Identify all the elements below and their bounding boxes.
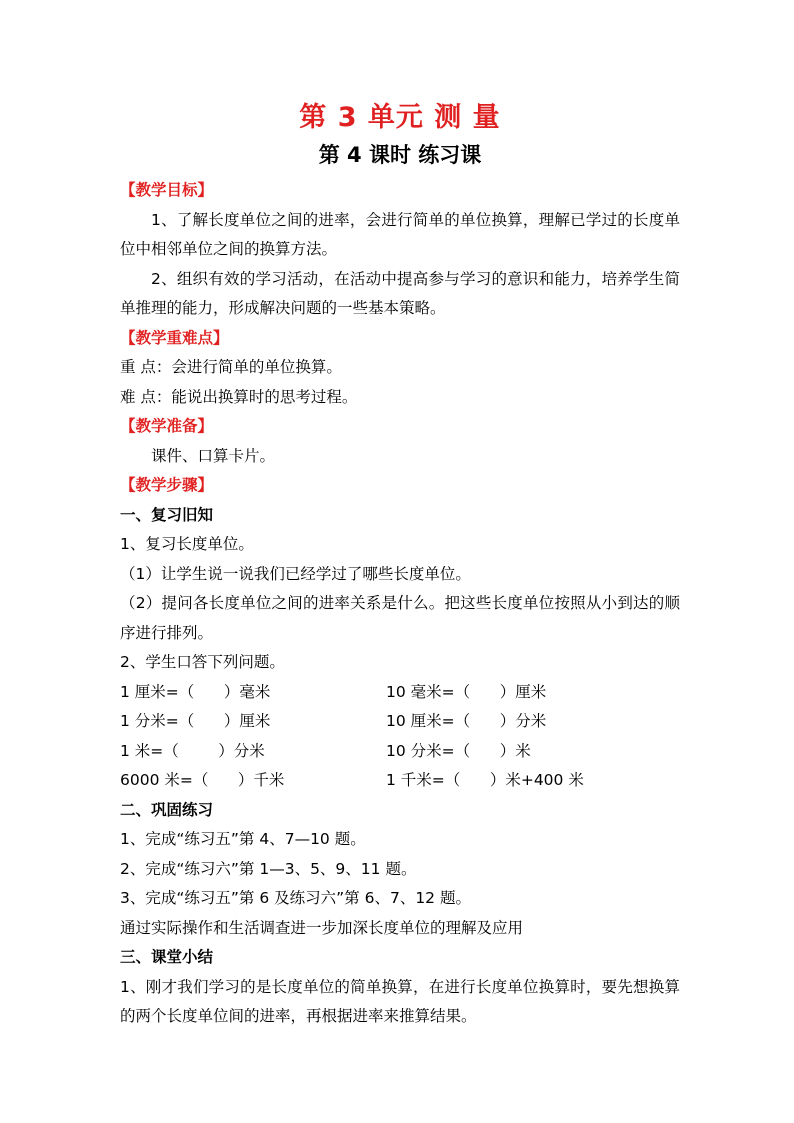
step2-note: 通过实际操作和生活调查进一步加深长度单位的理解及应用 — [120, 918, 524, 937]
lesson-subtitle: 第 4 课时 练习课 — [318, 143, 482, 167]
lesson-plan-page — [120, 98, 680, 1032]
goal-1: 1、了解长度单位之间的进率，会进行简单的单位换算，理解已学过的长度单位中相邻单位之间的换算方法。 — [120, 210, 680, 258]
step1-item1: 1、复习长度单位。 — [120, 535, 254, 553]
goal-2: 2、组织有效的学习活动，在活动中提高参与学习的意识和能力，培养学生简单推理的能力，形成解决问题的一些基本策略。 — [120, 269, 680, 317]
exercise-right: 10 毫米=（ ）厘米 — [386, 682, 547, 701]
difficult-point: 难 点：能说出换算时的思考过程。 — [120, 387, 358, 406]
unit-title: 第 3 单元 测 量 — [299, 102, 501, 133]
step2-title: 二、巩固练习 — [120, 800, 214, 819]
exercise-right: 1 千米=（ ）米+400 米 — [386, 771, 584, 789]
exercise-row — [120, 707, 680, 737]
steps-header: 【教学步骤】 — [120, 476, 214, 494]
exercise-row — [120, 766, 680, 796]
exercise-row — [120, 678, 680, 708]
goals-header: 【教学目标】 — [120, 181, 214, 199]
exercise-right: 10 厘米=（ ）分米 — [386, 712, 547, 730]
exercise-left: 1 分米=（ ）厘米 — [120, 712, 271, 730]
step2-item1: 1、完成“练习五”第 4、7—10 题。 — [120, 830, 366, 848]
preparation-header: 【教学准备】 — [120, 417, 214, 435]
step2-item2: 2、完成“练习六”第 1—3、5、9、11 题。 — [120, 859, 417, 878]
step1-item1-b: （2）提问各长度单位之间的进率关系是什么。把这些长度单位按照从小到达的顺序进行排列。 — [120, 594, 680, 642]
step3-title: 三、课堂小结 — [120, 948, 214, 966]
exercise-row — [120, 737, 680, 767]
exercise-right: 10 分米=（ ）米 — [386, 741, 531, 760]
step2-item3: 3、完成“练习五”第 6 及练习六”第 6、7、12 题。 — [120, 889, 471, 907]
key-point: 重 点：会进行简单的单位换算。 — [120, 358, 342, 376]
step3-item1: 1、刚才我们学习的是长度单位的简单换算，在进行长度单位换算时，要先想换算的两个长度单位间的进率，再根据进率来推算结果。 — [120, 977, 680, 1025]
exercise-left: 1 厘米=（ ）毫米 — [120, 682, 271, 701]
step1-title: 一、复习旧知 — [120, 505, 214, 524]
key-difficulty-header: 【教学重难点】 — [120, 328, 229, 347]
exercise-left: 1 米=（ ）分米 — [120, 741, 265, 760]
step1-item1-a: （1）让学生说一说我们已经学过了哪些长度单位。 — [120, 564, 471, 583]
step1-item2: 2、学生口答下列问题。 — [120, 653, 285, 671]
exercise-left: 6000 米=（ ）千米 — [120, 771, 285, 789]
preparation-text: 课件、口算卡片。 — [151, 446, 276, 465]
